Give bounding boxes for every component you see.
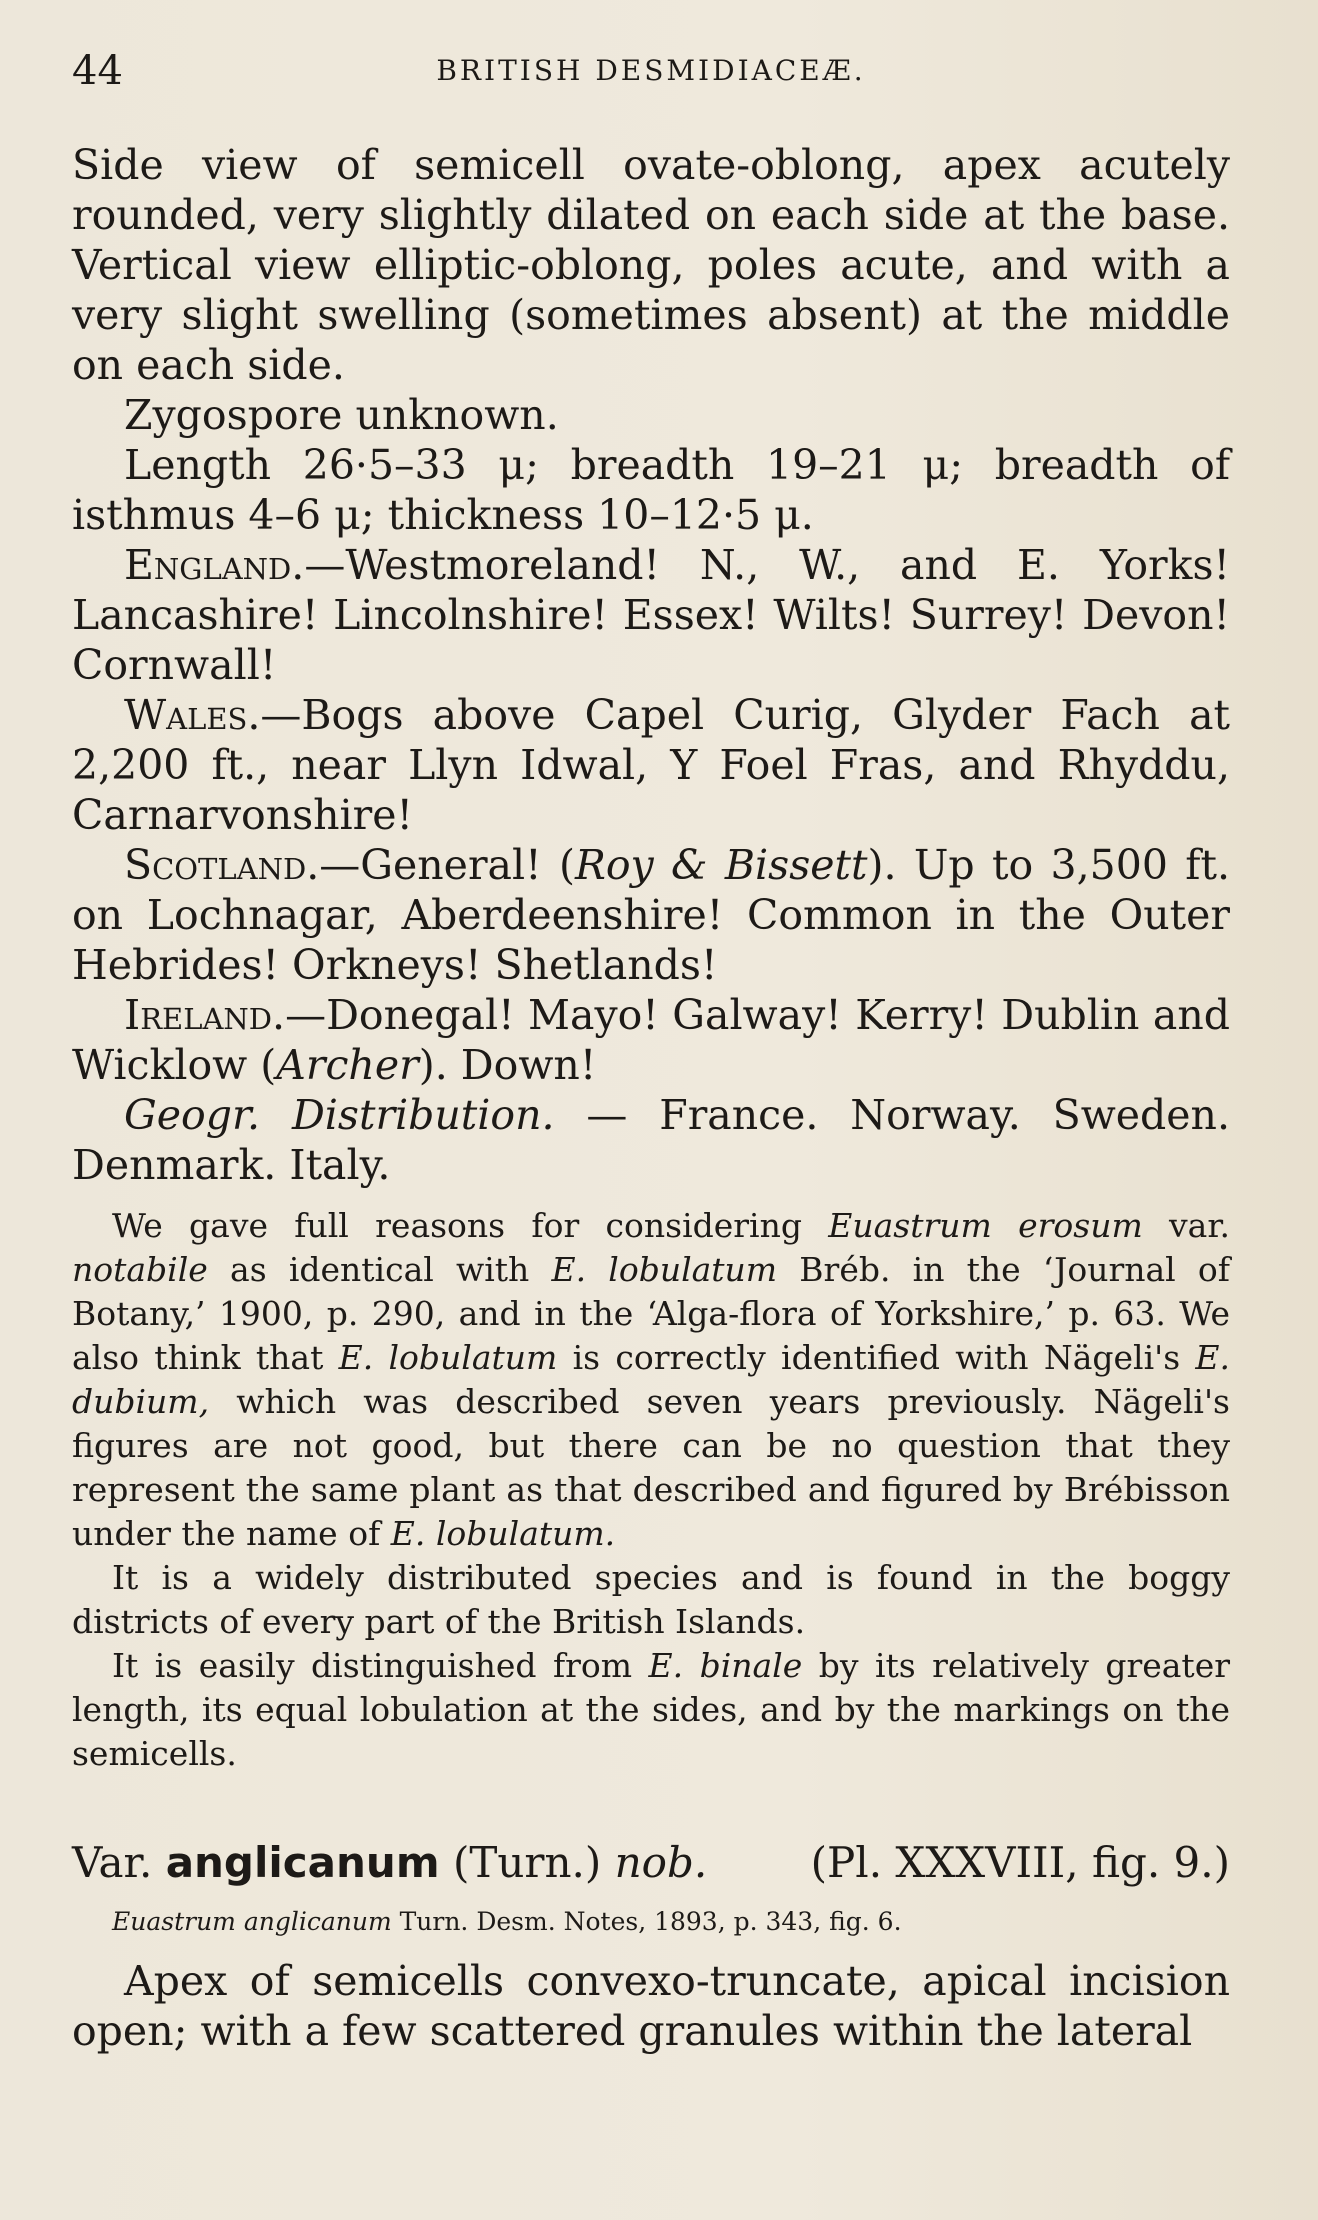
- note-taxon: Euastrum erosum: [828, 1206, 1143, 1245]
- variety-nob: nob.: [614, 1838, 708, 1887]
- variety-title: [72, 1834, 707, 1892]
- note-text: as identical with: [207, 1250, 552, 1289]
- england-paragraph: [72, 540, 1230, 690]
- spacer: [72, 1190, 1230, 1204]
- scotland-paragraph: [72, 840, 1230, 990]
- england-text: —Westmoreland! N., W., and E. Yorks! Lancashire! Lincolnshire! Essex! Wilts! Surrey! Devon! Cornwall!: [72, 541, 1230, 689]
- ireland-text-b: ). Down!: [418, 1041, 597, 1089]
- page-number: 44: [72, 48, 123, 94]
- note-taxon: notabile: [72, 1250, 208, 1289]
- variety-name: anglicanum: [165, 1838, 440, 1887]
- synonym-citation: Turn. Desm. Notes, 1893, p. 343, fig. 6.: [391, 1907, 902, 1936]
- side-view-text: Side view of semicell ovate-oblong, apex acutely rounded, very slightly dilated on each side at the base.: [72, 141, 1230, 239]
- geographic-distribution-paragraph: [72, 1090, 1230, 1190]
- note-taxon: E. lobulatum: [551, 1250, 778, 1289]
- wales-text: —Bogs above Capel Curig, Glyder Fach at 2,200 ft., near Llyn Idwal, Y Foel Fras, and Rhyddu, Carnarvonshire!: [72, 691, 1230, 839]
- variety-heading: [72, 1834, 1230, 1892]
- variety-author: (Turn.): [439, 1838, 615, 1887]
- ireland-label: Ireland.: [124, 991, 286, 1039]
- wales-paragraph: [72, 690, 1230, 840]
- synonym-line: [72, 1902, 1230, 1942]
- running-title: BRITISH DESMIDIACEÆ.: [436, 54, 866, 87]
- ireland-paragraph: [72, 990, 1230, 1090]
- note-text: is correctly identified with Nägeli's: [557, 1338, 1196, 1377]
- note-text: which was described seven years previously. Nägeli's figures are not good, but there can be no question that they represent the same plant as that described and figured by Brébisson under the name of: [72, 1382, 1230, 1553]
- note-taxon: E. lobulatum.: [390, 1514, 616, 1553]
- wales-label: Wales.: [124, 691, 261, 739]
- page-header: [72, 48, 1230, 98]
- note-text: by its relatively greater length, its equal lobulation at the sides, and by the markings on the semicells.: [72, 1646, 1230, 1773]
- notes-paragraph-3: [72, 1644, 1230, 1776]
- notes-paragraph-1: [72, 1204, 1230, 1556]
- measurements-paragraph: Length 26·5–33 μ; breadth 19–21 μ; breadth of isthmus 4–6 μ; thickness 10–12·5 μ.: [72, 441, 1230, 539]
- zygospore-paragraph: Zygospore unknown.: [124, 391, 559, 439]
- ireland-text-a: —Donegal! Mayo! Galway! Kerry! Dublin and Wicklow (: [72, 991, 1230, 1089]
- scotland-authors: Roy & Bissett: [574, 841, 868, 889]
- page-body: [72, 140, 1230, 2056]
- synonym-taxon: Euastrum anglicanum: [112, 1907, 392, 1936]
- note-taxon: E. binale: [648, 1646, 803, 1685]
- geogr-text: — France. Norway. Sweden. Denmark. Italy.: [72, 1091, 1230, 1189]
- note-taxon: E. lobulatum: [338, 1338, 558, 1377]
- england-label: England.: [124, 541, 305, 589]
- variety-prefix: Var.: [72, 1838, 166, 1887]
- plate-reference: (Pl. XXXVIII, fig. 9.): [810, 1838, 1230, 1887]
- apex-paragraph: Apex of semicells convexo-truncate, apical incision open; with a few scattered granules within the lateral: [72, 1957, 1230, 2055]
- geogr-label: Geogr. Distribution.: [124, 1091, 555, 1139]
- note-taxon: E. dubium,: [72, 1338, 1231, 1421]
- scotland-label: Scotland.: [124, 841, 320, 889]
- note-text: var.: [1142, 1206, 1230, 1245]
- notes-paragraph-2: It is a widely distributed species and is found in the boggy districts of every part of the British Islands.: [72, 1558, 1230, 1641]
- vertical-view-text: Vertical view elliptic-oblong, poles acute, and with a very slight swelling (sometimes absent) at the middle on each side.: [72, 241, 1230, 389]
- note-text: We gave full reasons for considering: [112, 1206, 829, 1245]
- scotland-text-a: —General! (: [319, 841, 575, 889]
- ireland-author: Archer: [276, 1041, 419, 1089]
- scotland-text-b: ). Up to 3,500 ft. on Lochnagar, Aberdeenshire! Common in the Outer Hebrides! Orkneys! Shetlands!: [72, 841, 1230, 989]
- note-text: Bréb. in the ‘Journal of Botany,’ 1900, p. 290, and in the ‘Alga-flora of Yorkshire,’ p. 63. We also think that: [72, 1250, 1231, 1377]
- note-text: It is easily distinguished from: [112, 1646, 649, 1685]
- side-view-paragraph: [72, 140, 1230, 390]
